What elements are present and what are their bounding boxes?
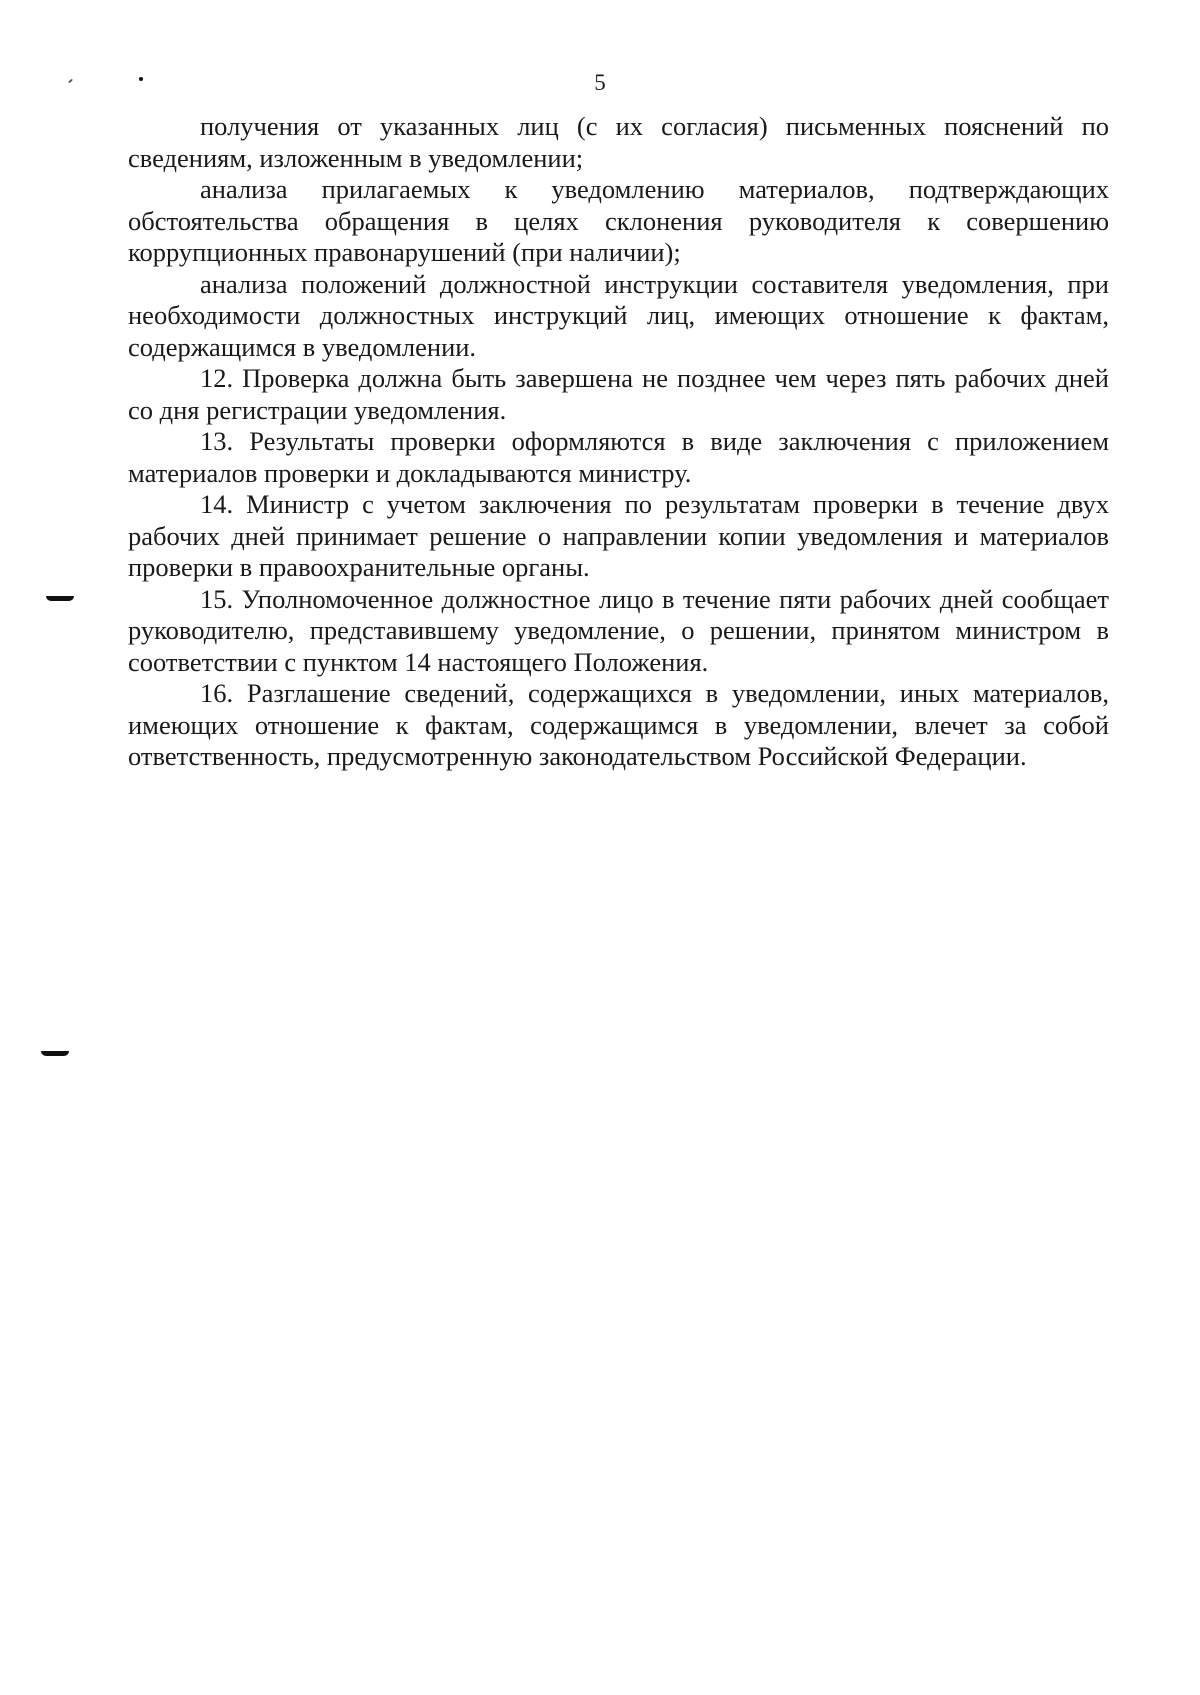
paragraph-clause-13: 13. Результаты проверки оформляются в виде заключения с приложением материалов проверки и докладываются министру. xyxy=(128,426,1109,488)
paragraph-attached-materials: анализа прилагаемых к уведомлению материалов, подтверждающих обстоятельства обращения в целях склонения руководителя к совершению коррупционных правонарушений (при наличии); xyxy=(128,174,1109,267)
paragraph-job-instructions: анализа положений должностной инструкции составителя уведомления, при необходимости должностных инструкций лиц, имеющих отношение к фактам, содержащимся в уведомлении. xyxy=(128,268,1109,362)
document-body xyxy=(128,111,1109,773)
paragraph-clause-15: 15. Уполномоченное должностное лицо в течение пяти рабочих дней сообщает руководителю, представившему уведомление, о решении, принятом министром в соответствии с пунктом 14 настоящего Положения. xyxy=(128,583,1109,677)
paragraph-clause-16: 16. Разглашение сведений, содержащихся в уведомлении, иных материалов, имеющих отношение к фактам, содержащимся в уведомлении, влечет за собой ответственность, предусмотренную законодательством Российской Федерации. xyxy=(128,678,1109,771)
paragraph-written-explanations: получения от указанных лиц (с их согласия) письменных пояснений по сведениям, изложенным в уведомлении; xyxy=(128,111,1109,173)
paragraph-clause-14: 14. Министр с учетом заключения по результатам проверки в течение двух рабочих дней принимает решение о направлении копии уведомления и материалов проверки в правоохранительные органы. xyxy=(128,489,1109,582)
hole-punch-mark-lower xyxy=(41,1051,69,1056)
hole-punch-mark-upper xyxy=(46,596,74,601)
page-number: 5 xyxy=(594,70,606,95)
paragraph-clause-12: 12. Проверка должна быть завершена не позднее чем через пять рабочих дней со дня регистрации уведомления. xyxy=(128,363,1109,425)
